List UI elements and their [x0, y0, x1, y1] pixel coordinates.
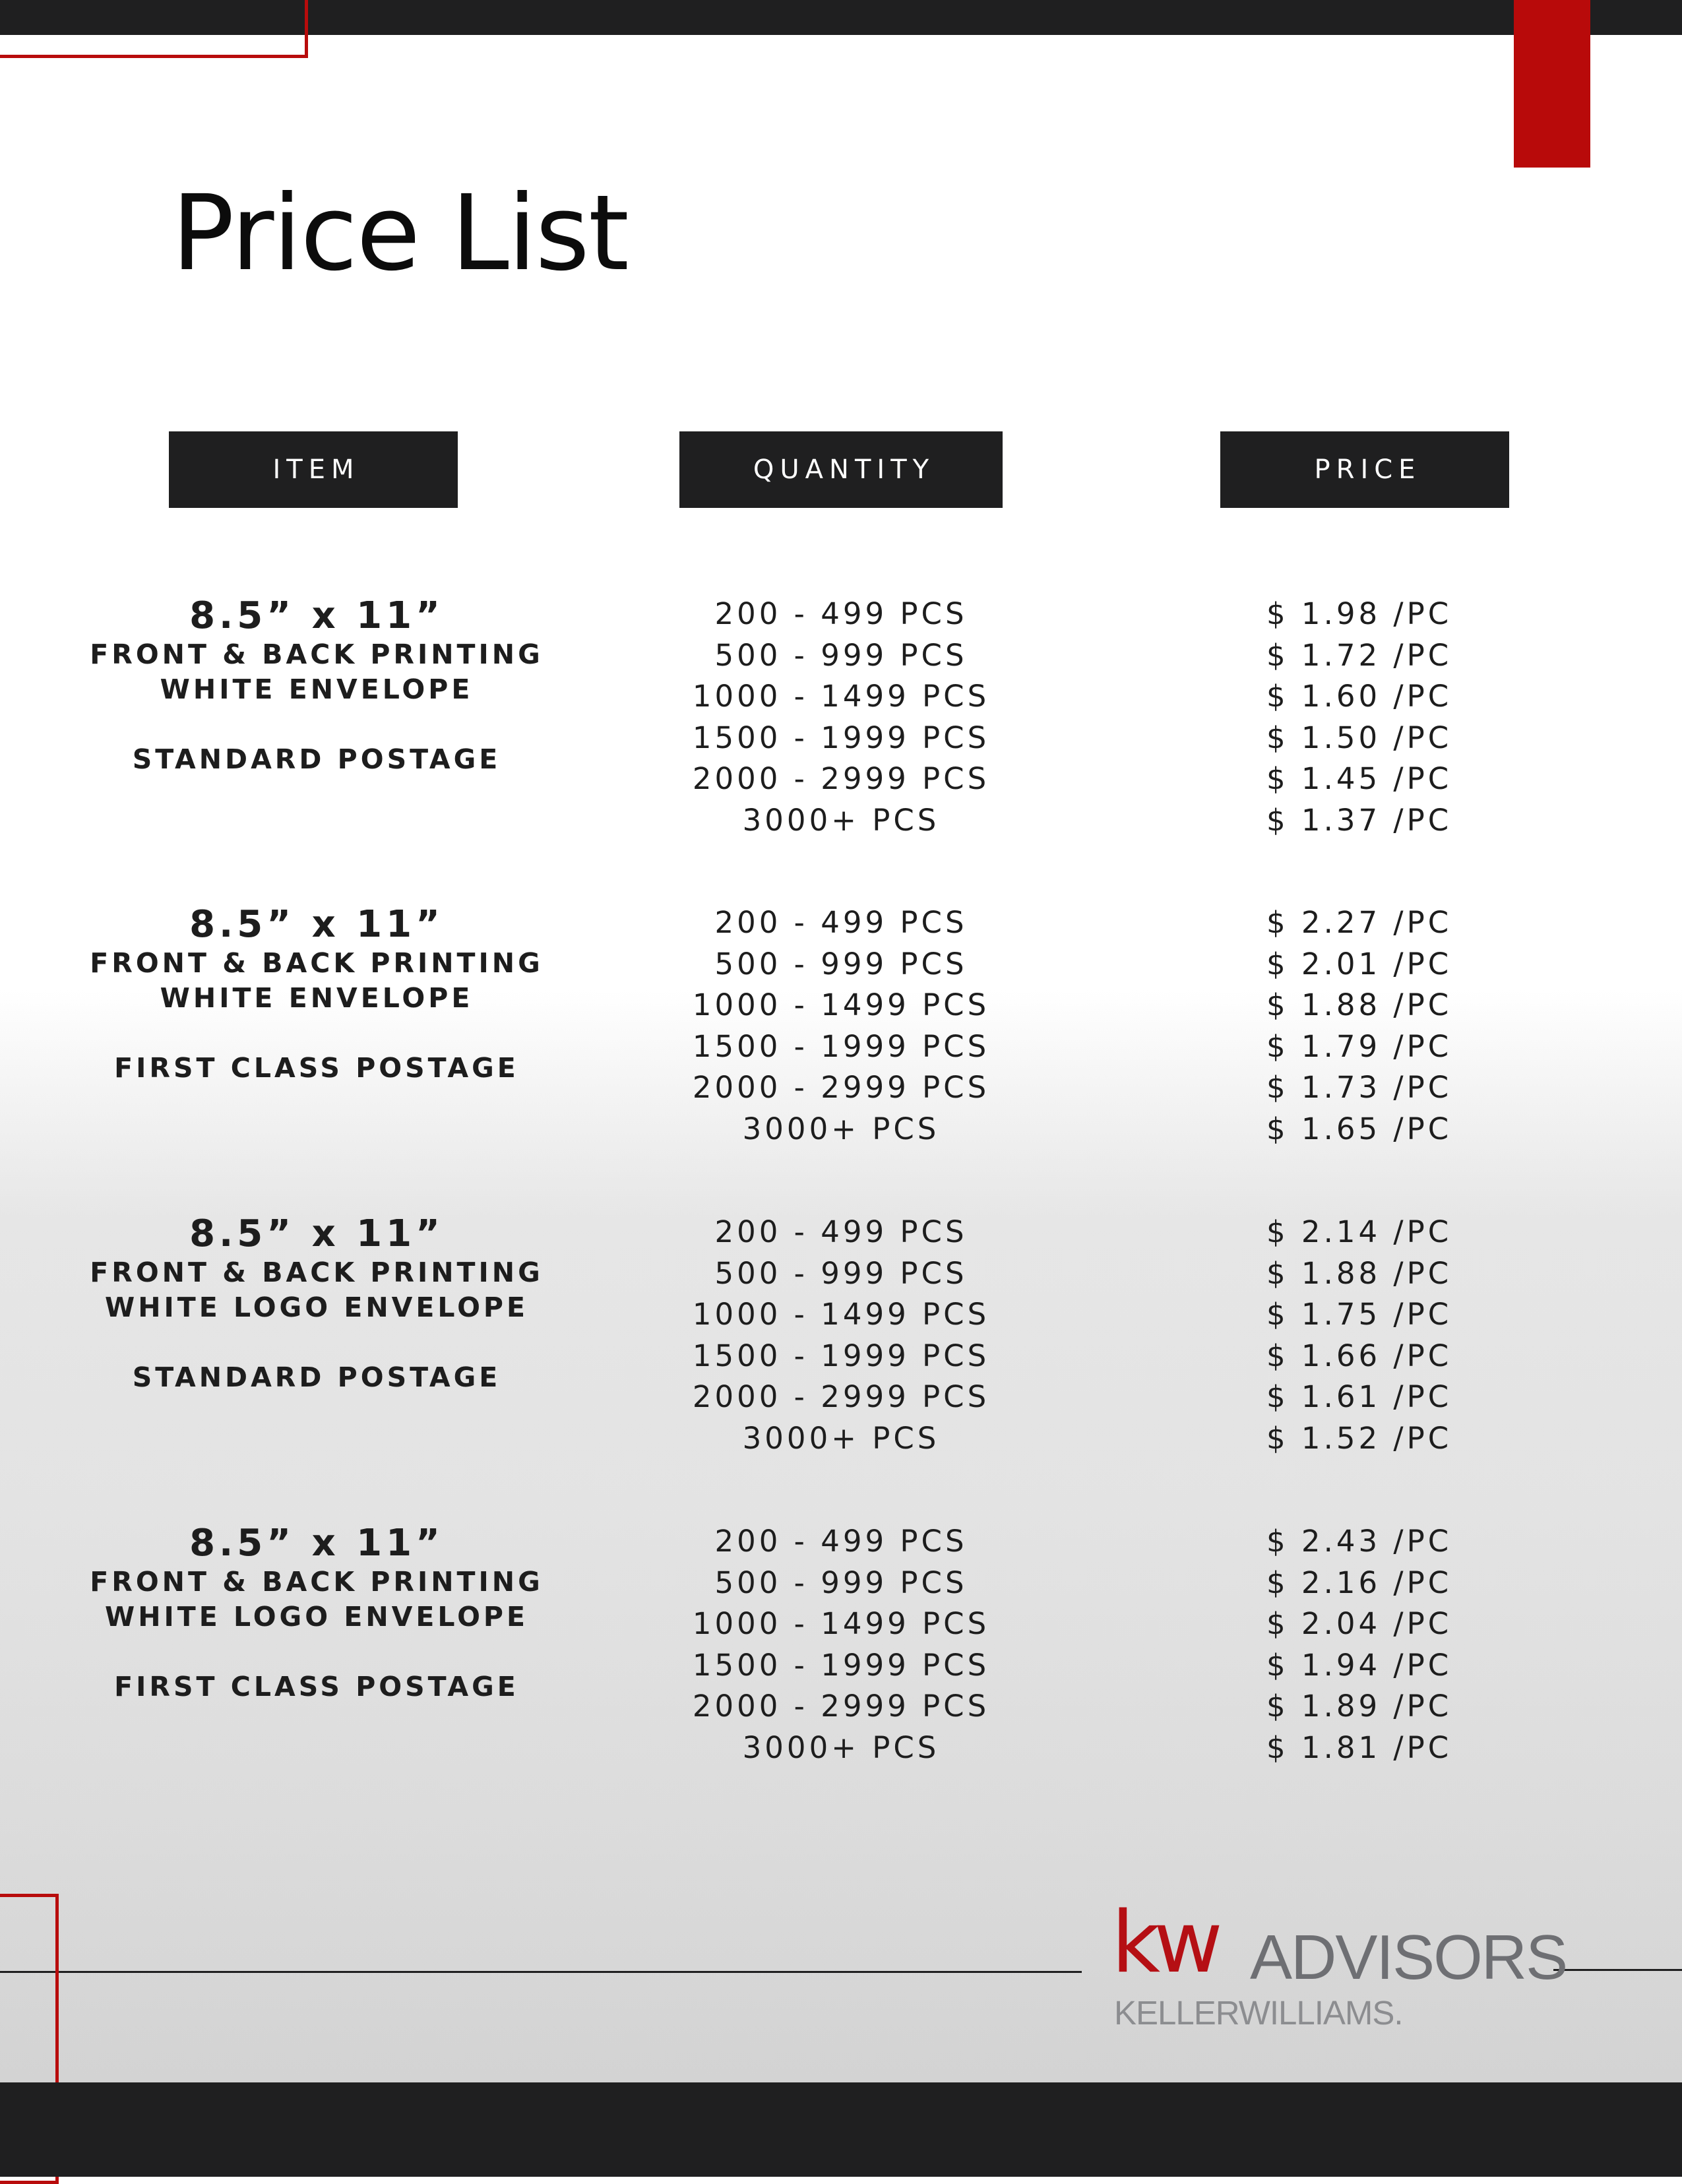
quantity-cell: 200 - 499 PCS	[714, 596, 968, 631]
logo-company-name: KELLERWILLIAMS.	[1114, 1994, 1403, 2032]
quantity-list	[660, 594, 1022, 841]
quantity-cell: 1500 - 1999 PCS	[692, 1028, 990, 1064]
page-title: Price List	[171, 173, 628, 294]
item-envelope: WHITE ENVELOPE	[160, 982, 474, 1014]
quantity-cell: 200 - 499 PCS	[714, 905, 968, 940]
quantity-list	[660, 1521, 1022, 1768]
quantity-cell: 1000 - 1499 PCS	[692, 1606, 990, 1641]
quantity-cell: 500 - 999 PCS	[714, 637, 968, 673]
item-description	[66, 902, 567, 1016]
quantity-cell: 1500 - 1999 PCS	[692, 720, 990, 755]
item-postage: STANDARD POSTAGE	[132, 743, 501, 775]
price-cell: $ 2.27 /PC	[1266, 905, 1452, 940]
quantity-cell: 1000 - 1499 PCS	[692, 1297, 990, 1332]
price-group	[0, 902, 1682, 1153]
price-cell: $ 1.37 /PC	[1266, 802, 1452, 838]
quantity-cell: 2000 - 2999 PCS	[692, 1379, 990, 1414]
price-cell: $ 1.88 /PC	[1266, 1255, 1452, 1291]
price-list	[1266, 594, 1530, 841]
quantity-cell: 500 - 999 PCS	[714, 1255, 968, 1291]
price-cell: $ 1.60 /PC	[1266, 679, 1452, 714]
item-postage: FIRST CLASS POSTAGE	[114, 1052, 519, 1084]
quantity-list	[660, 1212, 1022, 1459]
quantity-cell: 200 - 499 PCS	[714, 1214, 968, 1249]
price-cell: $ 1.88 /PC	[1266, 987, 1452, 1022]
price-group	[0, 1521, 1682, 1772]
quantity-cell: 1500 - 1999 PCS	[692, 1647, 990, 1683]
logo-brand-text: ADVISORS	[1250, 1922, 1567, 1993]
price-cell: $ 1.52 /PC	[1266, 1420, 1452, 1456]
price-cell: $ 2.14 /PC	[1266, 1214, 1452, 1249]
quantity-cell: 3000+ PCS	[742, 1111, 940, 1146]
kw-logo-mark: kw	[1111, 1894, 1216, 1992]
quantity-cell: 2000 - 2999 PCS	[692, 1689, 990, 1724]
price-list	[1266, 1212, 1530, 1459]
item-description	[66, 1521, 567, 1635]
quantity-list	[660, 902, 1022, 1150]
item-description	[66, 594, 567, 707]
price-group	[0, 594, 1682, 844]
quantity-cell: 1000 - 1499 PCS	[692, 679, 990, 714]
price-cell: $ 1.81 /PC	[1266, 1730, 1452, 1765]
bottom-dark-band	[0, 2082, 1682, 2177]
item-printing: FRONT & BACK PRINTING	[90, 639, 544, 670]
quantity-cell: 3000+ PCS	[742, 1420, 940, 1456]
kw-advisors-logo	[1111, 1894, 1567, 2038]
price-cell: $ 1.94 /PC	[1266, 1647, 1452, 1683]
item-size: 8.5” x 11”	[189, 1212, 444, 1255]
item-size: 8.5” x 11”	[189, 594, 444, 637]
footer-divider-left	[0, 1971, 1082, 1973]
item-printing: FRONT & BACK PRINTING	[90, 1566, 544, 1598]
quantity-cell: 1000 - 1499 PCS	[692, 987, 990, 1022]
item-description	[66, 1212, 567, 1325]
price-cell: $ 1.75 /PC	[1266, 1297, 1452, 1332]
column-header-item: ITEM	[169, 431, 458, 508]
quantity-cell: 3000+ PCS	[742, 802, 940, 838]
top-left-red-frame	[0, 0, 308, 58]
column-header-quantity: QUANTITY	[679, 431, 1003, 508]
quantity-cell: 1500 - 1999 PCS	[692, 1338, 990, 1373]
price-cell: $ 2.01 /PC	[1266, 946, 1452, 982]
quantity-cell: 500 - 999 PCS	[714, 1565, 968, 1600]
item-envelope: WHITE LOGO ENVELOPE	[105, 1292, 528, 1323]
price-cell: $ 1.79 /PC	[1266, 1028, 1452, 1064]
item-size: 8.5” x 11”	[189, 1522, 444, 1565]
item-printing: FRONT & BACK PRINTING	[90, 947, 544, 979]
quantity-cell: 2000 - 2999 PCS	[692, 761, 990, 796]
item-postage: FIRST CLASS POSTAGE	[114, 1671, 519, 1702]
price-cell: $ 1.72 /PC	[1266, 637, 1452, 673]
price-cell: $ 1.73 /PC	[1266, 1070, 1452, 1105]
item-printing: FRONT & BACK PRINTING	[90, 1257, 544, 1288]
price-cell: $ 1.65 /PC	[1266, 1111, 1452, 1146]
price-cell: $ 1.50 /PC	[1266, 720, 1452, 755]
quantity-cell: 200 - 499 PCS	[714, 1524, 968, 1559]
price-cell: $ 1.61 /PC	[1266, 1379, 1452, 1414]
item-size: 8.5” x 11”	[189, 903, 444, 946]
quantity-cell: 3000+ PCS	[742, 1730, 940, 1765]
price-cell: $ 2.16 /PC	[1266, 1565, 1452, 1600]
footer-divider-right	[1553, 1969, 1682, 1971]
price-list	[1266, 902, 1530, 1150]
top-right-red-bookmark	[1514, 0, 1590, 168]
item-postage: STANDARD POSTAGE	[132, 1361, 501, 1393]
price-group	[0, 1212, 1682, 1462]
price-cell: $ 1.89 /PC	[1266, 1689, 1452, 1724]
price-cell: $ 1.98 /PC	[1266, 596, 1452, 631]
column-header-price: PRICE	[1220, 431, 1509, 508]
price-cell: $ 1.45 /PC	[1266, 761, 1452, 796]
price-cell: $ 2.43 /PC	[1266, 1524, 1452, 1559]
quantity-cell: 500 - 999 PCS	[714, 946, 968, 982]
price-cell: $ 2.04 /PC	[1266, 1606, 1452, 1641]
item-envelope: WHITE LOGO ENVELOPE	[105, 1601, 528, 1633]
price-list	[1266, 1521, 1530, 1768]
quantity-cell: 2000 - 2999 PCS	[692, 1070, 990, 1105]
price-cell: $ 1.66 /PC	[1266, 1338, 1452, 1373]
item-envelope: WHITE ENVELOPE	[160, 673, 474, 705]
